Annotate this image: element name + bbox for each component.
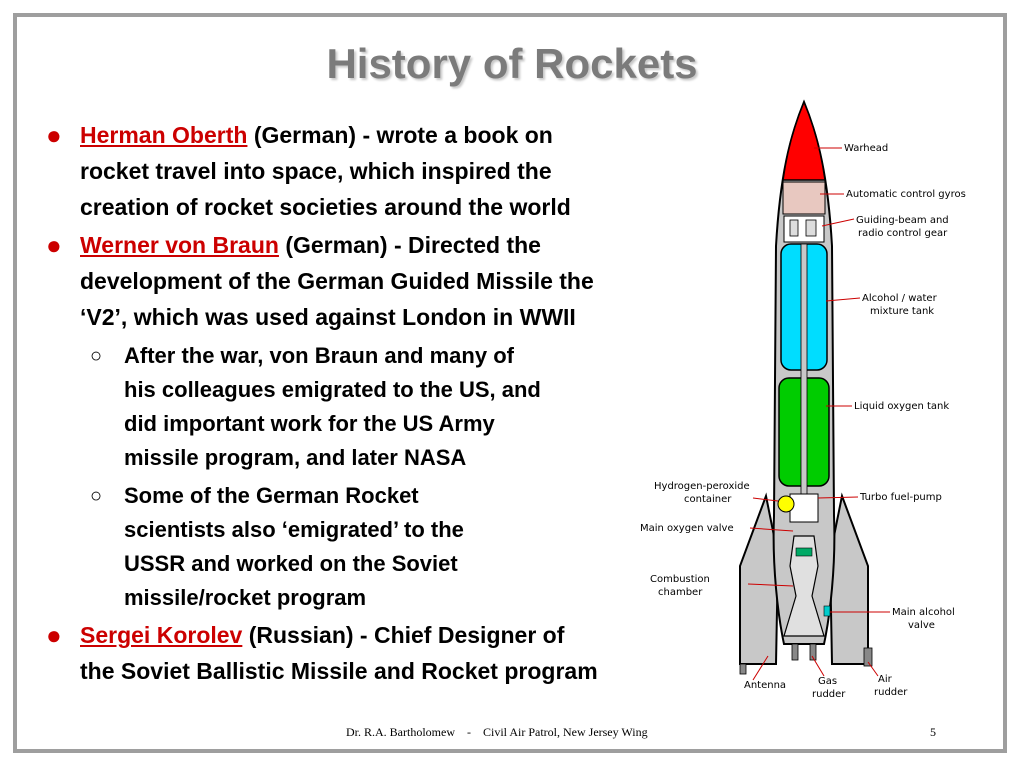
- bullet-text: (German) - Directed the: [278, 232, 541, 258]
- label-air-rudder: Air: [878, 674, 892, 685]
- footer-credit: Dr. R.A. Bartholomew - Civil Air Patrol, New Jersey Wing: [346, 725, 648, 739]
- label-liquid-oxygen-tank: Liquid oxygen tank: [854, 401, 950, 412]
- subbullet-text: missile/rocket program: [124, 585, 367, 610]
- left-fin: [740, 496, 778, 664]
- slide-footer: [0, 725, 1024, 741]
- bullet-dot-icon: ●: [46, 620, 62, 650]
- label-main-oxygen-valve: Main oxygen valve: [640, 523, 734, 534]
- right-fin: [830, 496, 868, 664]
- valve-part: [796, 548, 812, 556]
- v2-rocket-diagram: [628, 96, 1000, 700]
- page-number: 5: [930, 725, 936, 739]
- label-guiding-beam: radio control gear: [858, 228, 948, 239]
- label-gas-rudder: Gas: [818, 676, 838, 687]
- subbullet-text: scientists also ‘emigrated’ to the: [124, 517, 464, 542]
- label-alcohol-tank: mixture tank: [870, 306, 935, 317]
- label-guiding-beam: Guiding-beam and: [856, 215, 949, 226]
- bullet-dot-icon: ●: [46, 120, 62, 150]
- bullet-text: development of the German Guided Missile the: [80, 268, 594, 294]
- air-rudder: [864, 648, 872, 666]
- bullet-dot-icon: ●: [46, 230, 62, 260]
- subbullet-text: his colleagues emigrated to the US, and: [124, 377, 541, 402]
- label-antenna: Antenna: [744, 680, 787, 691]
- subbullet-text: did important work for the US Army: [124, 411, 495, 436]
- turbo-pump: [790, 494, 818, 522]
- hydrogen-peroxide-container: [778, 496, 794, 512]
- gyro-compartment: [783, 182, 825, 214]
- label-turbo-fuel-pump: Turbo fuel-pump: [860, 492, 942, 503]
- label-main-alcohol-valve: valve: [908, 620, 935, 631]
- subbullet-circle-icon: ○: [90, 345, 103, 367]
- label-control-gyros: Automatic control gyros: [846, 189, 966, 200]
- subbullet-circle-icon: ○: [90, 485, 103, 507]
- label-combustion-chamber: chamber: [658, 587, 703, 598]
- bullet-text: ‘V2’, which was used against London in WWII: [80, 304, 576, 330]
- label-hydrogen-peroxide: container: [684, 494, 732, 505]
- person-name-korolev: Sergei Korolev: [80, 622, 243, 648]
- slide-title: History of Rockets: [326, 40, 698, 87]
- bullet-text: creation of rocket societies around the world: [80, 194, 571, 220]
- person-name-oberth: Herman Oberth: [80, 122, 248, 148]
- gear-part: [806, 220, 816, 236]
- subbullet-text: USSR and worked on the Soviet: [124, 551, 458, 576]
- bullet-text: (Russian) - Chief Designer of: [242, 622, 565, 648]
- main-alcohol-valve-part: [824, 606, 830, 616]
- gas-rudder-left: [792, 644, 798, 660]
- label-air-rudder: rudder: [874, 687, 908, 698]
- label-hydrogen-peroxide: Hydrogen-peroxide: [654, 481, 750, 492]
- antenna-part: [740, 664, 746, 674]
- warhead-section: [783, 102, 825, 180]
- label-main-alcohol-valve: Main alcohol: [892, 607, 955, 618]
- label-gas-rudder: rudder: [812, 689, 846, 700]
- bullet-text: rocket travel into space, which inspired the: [80, 158, 552, 184]
- subbullet-text: missile program, and later NASA: [124, 445, 467, 470]
- bullet-text: (German) - wrote a book on: [247, 122, 553, 148]
- subbullet-text: After the war, von Braun and many of: [124, 343, 514, 368]
- fuel-pipe: [801, 244, 807, 494]
- gear-part: [790, 220, 798, 236]
- label-alcohol-tank: Alcohol / water: [862, 293, 937, 304]
- label-combustion-chamber: Combustion: [650, 574, 710, 585]
- subbullet-text: Some of the German Rocket: [124, 483, 419, 508]
- bullet-text: the Soviet Ballistic Missile and Rocket program: [80, 658, 598, 684]
- label-warhead: Warhead: [844, 143, 889, 154]
- person-name-von-braun: Werner von Braun: [80, 232, 279, 258]
